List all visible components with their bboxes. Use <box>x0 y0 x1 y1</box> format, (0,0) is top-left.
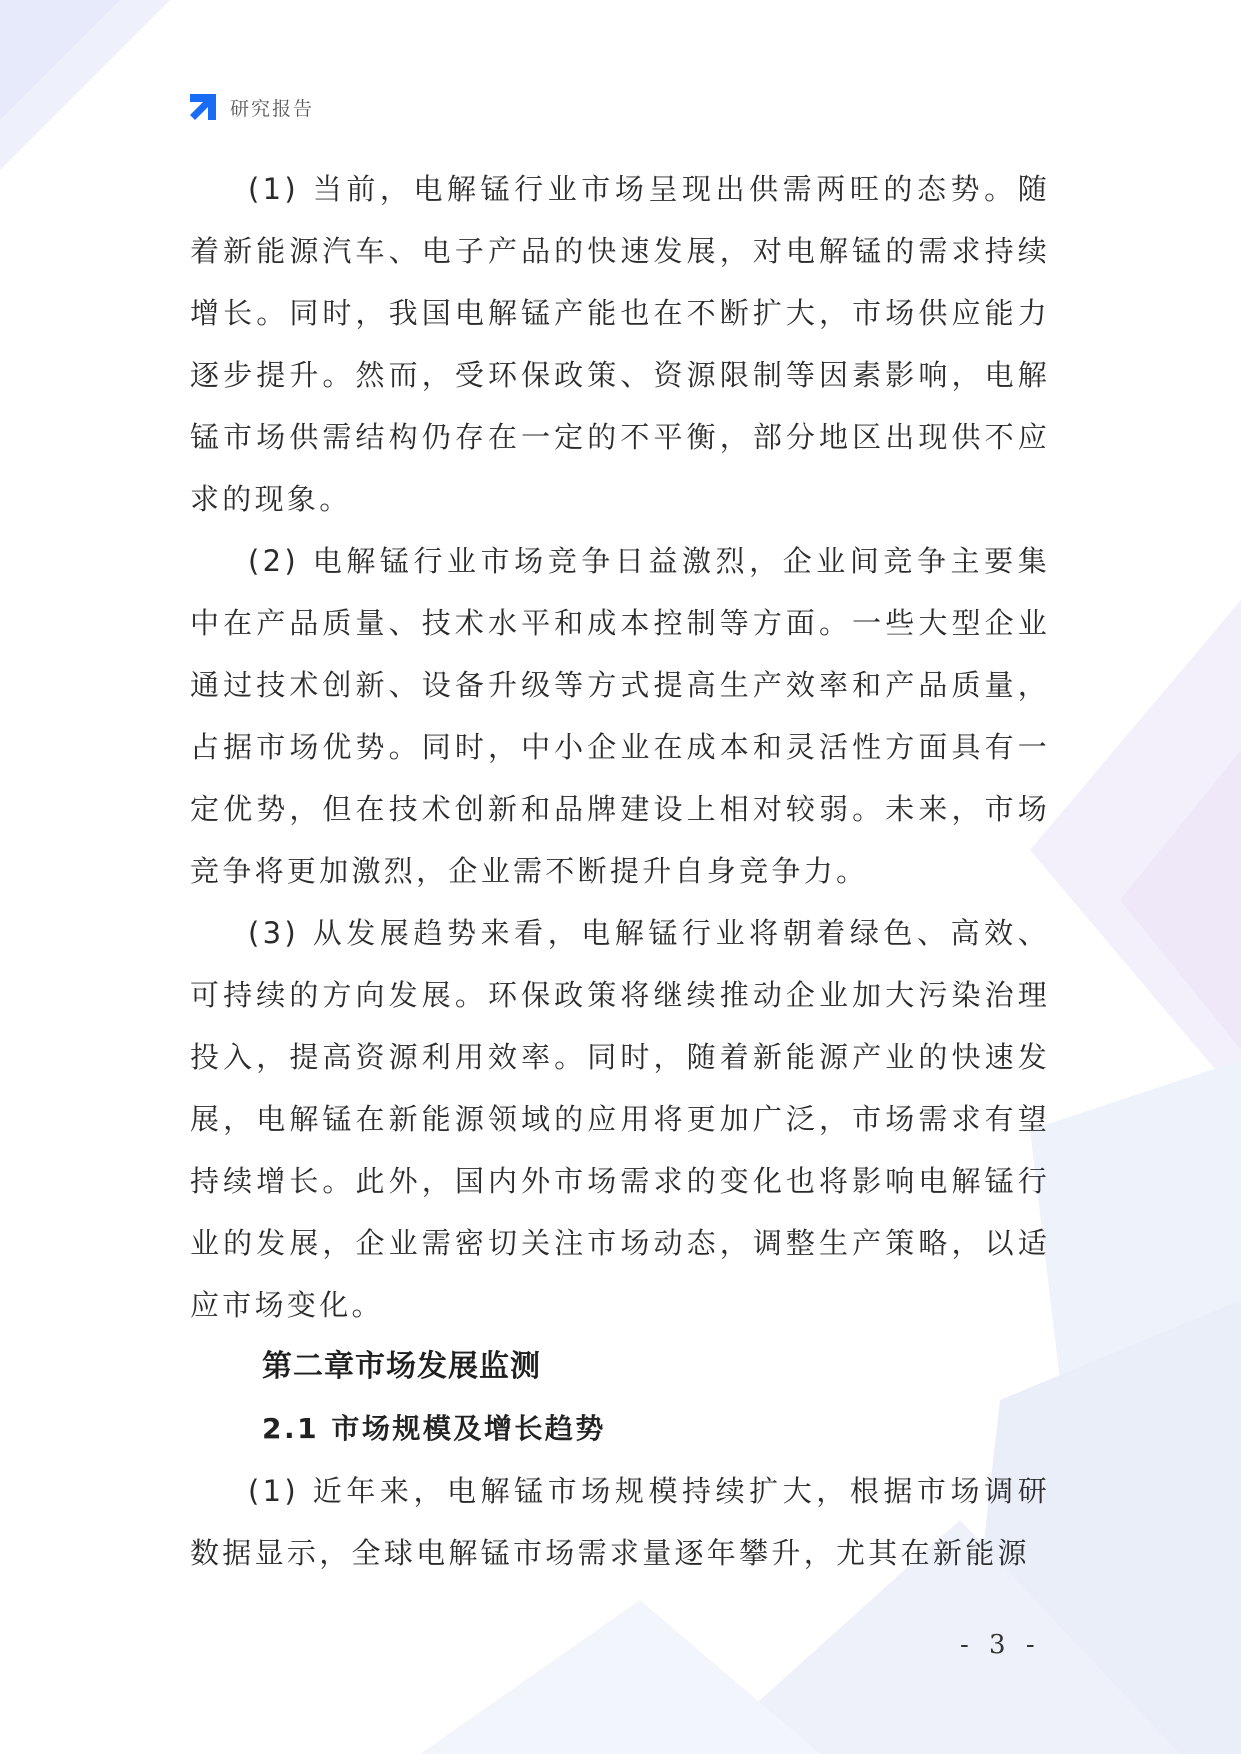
paragraph-3: (3) 从发展趋势来看，电解锰行业将朝着绿色、高效、可持续的方向发展。环保政策将继续推动企业加大污染治理投入，提高资源利用效率。同时，随着新能源产业的快速发展，电解锰在新能源领域的应用将更加广泛，市场需求有望持续增长。此外，国内外市场需求的变化也将影响电解锰行业的发展，企业需密切关注市场动态，调整生产策略，以适应市场变化。 <box>190 916 1050 1322</box>
paragraph-1: (1) 当前，电解锰行业市场呈现出供需两旺的态势。随着新能源汽车、电子产品的快速发展，对电解锰的需求持续增长。同时，我国电解锰产能也在不断扩大，市场供应能力逐步提升。然而，受环保政策、资源限制等因素影响，电解锰市场供需结构仍存在一定的不平衡，部分地区出现供不应求的现象。 <box>190 172 1050 516</box>
page-number: - 3 - <box>960 1630 1041 1660</box>
header-title: 研究报告 <box>230 97 315 120</box>
report-body <box>190 158 1050 1584</box>
section-paragraph: (1) 近年来，电解锰市场规模持续扩大，根据市场调研数据显示，全球电解锰市场需求量逐年攀升，尤其在新能源 <box>190 1474 1050 1570</box>
arrow-up-right-icon <box>186 90 220 124</box>
paragraph-2: (2) 电解锰行业市场竞争日益激烈，企业间竞争主要集中在产品质量、技术水平和成本控制等方面。一些大型企业通过技术创新、设备升级等方式提高生产效率和产品质量，占据市场优势。同时，中小企业在成本和灵活性方面具有一定优势，但在技术创新和品牌建设上相对较弱。未来，市场竞争将更加激烈，企业需不断提升自身竞争力。 <box>190 544 1050 888</box>
section-heading: 2.1 市场规模及增长趋势 <box>262 1412 606 1445</box>
report-header <box>186 90 314 124</box>
chapter-heading: 第二章市场发展监测 <box>262 1349 541 1384</box>
